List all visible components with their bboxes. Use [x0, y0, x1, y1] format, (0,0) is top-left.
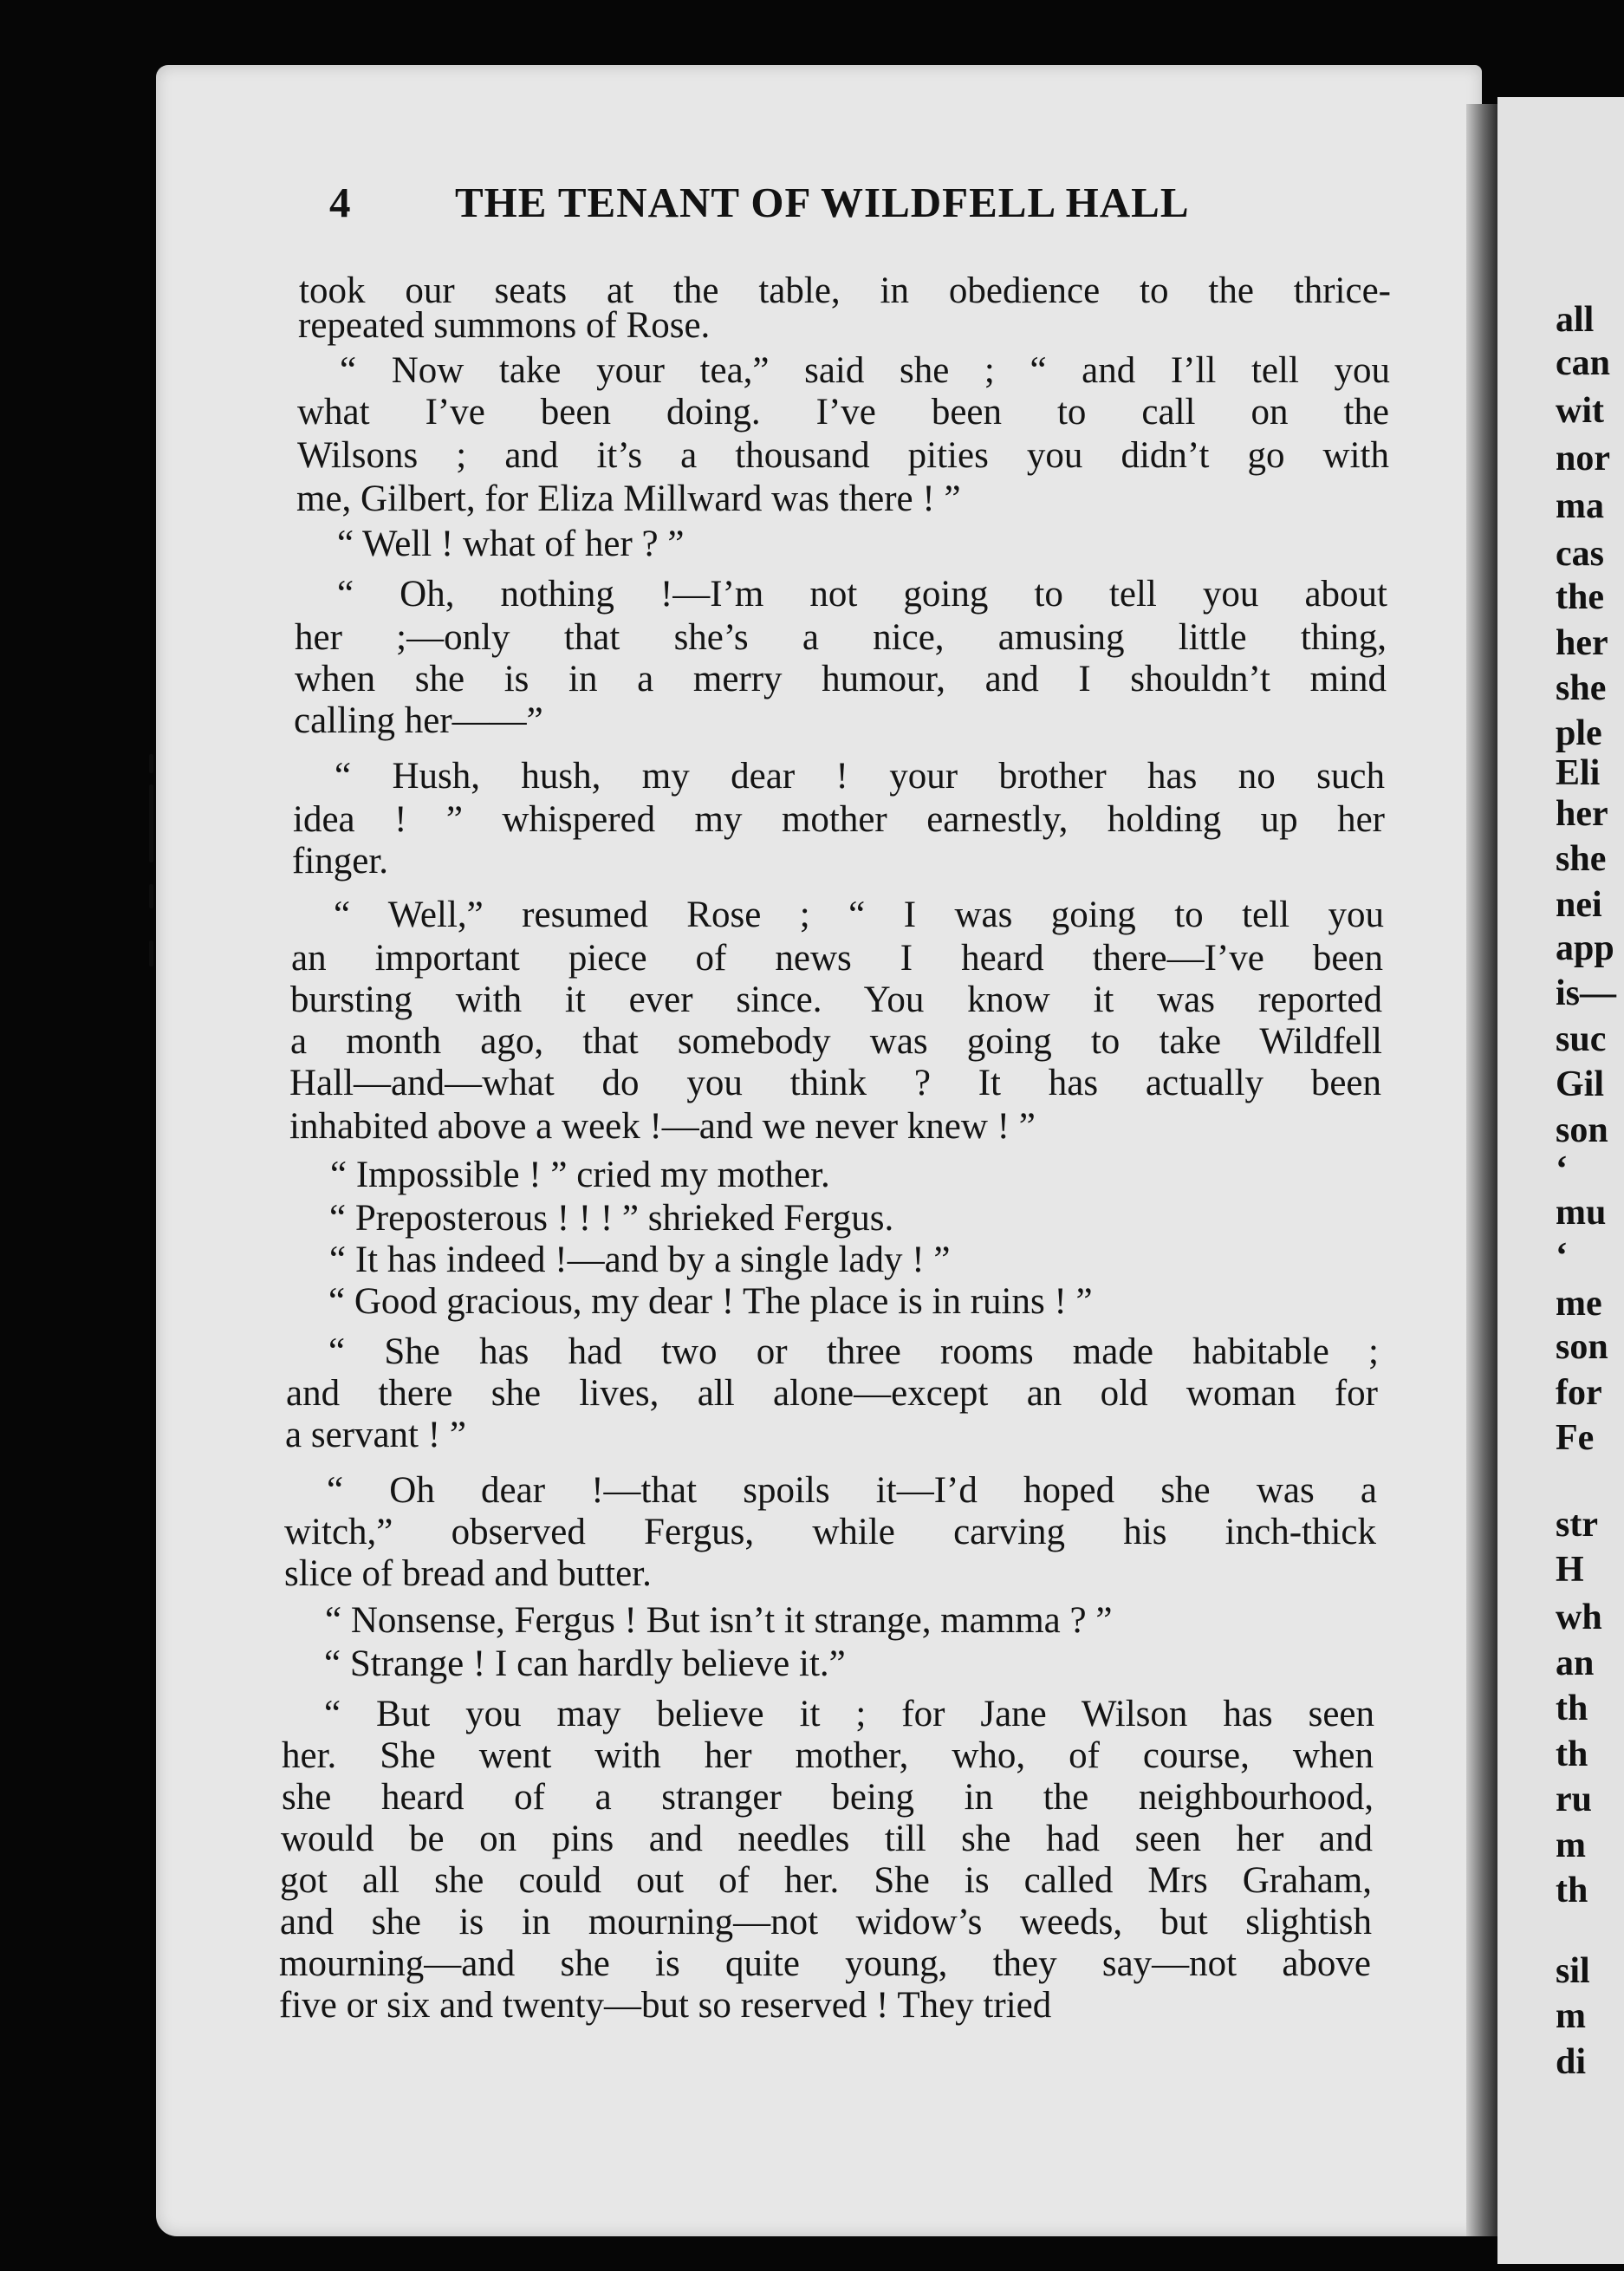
text-line: her ;—only that she’s a nice, amusing little thing,	[295, 617, 1387, 658]
right-page-fragment: cas	[1556, 534, 1604, 574]
text-line: she heard of a stranger being in the neighbourhood,	[282, 1777, 1374, 1818]
right-page-fragment: son	[1556, 1327, 1608, 1367]
scan-speck	[149, 884, 153, 908]
running-title: THE TENANT OF WILDFELL HALL	[455, 179, 1190, 226]
right-page-fragment: ‘	[1556, 1149, 1568, 1189]
right-page-fragment: str	[1556, 1505, 1598, 1545]
book-gutter	[1466, 104, 1497, 2236]
right-page-fragment: me	[1556, 1284, 1602, 1324]
text-line: five or six and twenty—but so reserved ! They tried	[279, 1985, 1052, 2026]
text-line: witch,” observed Fergus, while carving his inch-thick	[284, 1512, 1376, 1552]
right-page-fragment: th	[1556, 1871, 1588, 1910]
text-line: “ Strange ! I can hardly believe it.”	[324, 1643, 846, 1684]
right-page-fragment: an	[1556, 1643, 1595, 1683]
right-page-fragment: her	[1556, 794, 1608, 834]
scan-speck	[149, 754, 153, 773]
text-line: calling her——”	[294, 700, 543, 741]
text-line: finger.	[292, 841, 389, 882]
text-line: “ But you may believe it ; for Jane Wilson has seen	[324, 1694, 1374, 1734]
right-page-fragment: can	[1556, 343, 1610, 383]
text-line: an important piece of news I heard there—I’ve been	[291, 938, 1383, 979]
scan-speck	[149, 784, 153, 862]
text-line: slice of bread and butter.	[284, 1553, 652, 1594]
right-page-fragment: di	[1556, 2042, 1587, 2082]
right-page-fragment: nei	[1556, 885, 1602, 925]
text-line: would be on pins and needles till she had seen her and	[281, 1819, 1373, 1859]
right-page-fragment: wh	[1556, 1598, 1602, 1637]
text-line: “ Now take your tea,” said she ; “ and I’ll tell you	[340, 350, 1390, 391]
right-page-fragment: the	[1556, 577, 1604, 617]
text-line: me, Gilbert, for Eliza Millward was there ! ”	[296, 478, 961, 519]
page-header	[329, 178, 1283, 230]
right-page-fragment: m	[1556, 1996, 1586, 2036]
right-page-fragment: suc	[1556, 1019, 1607, 1059]
right-page-fragment: her	[1556, 623, 1608, 663]
right-page-fragment: nor	[1556, 439, 1610, 478]
right-page-fragment: Fe	[1556, 1418, 1595, 1458]
right-page-fragment: Gil	[1556, 1064, 1605, 1104]
right-page-fragment: son	[1556, 1110, 1608, 1150]
right-page-fragment: th	[1556, 1734, 1588, 1774]
text-line: “ It has indeed !—and by a single lady ! ”	[329, 1240, 951, 1280]
text-line: Hall—and—what do you think ? It has actually been	[289, 1063, 1381, 1103]
text-line: inhabited above a week !—and we never knew ! ”	[289, 1106, 1036, 1147]
right-page-fragment: sil	[1556, 1951, 1590, 1991]
text-line: “ She has had two or three rooms made habitable ;	[328, 1331, 1379, 1372]
text-line: bursting with it ever since. You know it was reported	[290, 979, 1382, 1020]
text-line: her. She went with her mother, who, of course, when	[282, 1735, 1374, 1776]
right-page-fragment: ma	[1556, 486, 1604, 526]
scan-speck	[149, 940, 153, 966]
text-line: mourning—and she is quite young, they say—not above	[279, 1943, 1371, 1984]
right-page-fragment: she	[1556, 839, 1607, 879]
text-line: a servant ! ”	[285, 1415, 466, 1455]
text-line: “ Good gracious, my dear ! The place is in ruins ! ”	[328, 1281, 1093, 1322]
text-line: Wilsons ; and it’s a thousand pities you didn’t go with	[297, 435, 1389, 476]
text-line: “ Well ! what of her ? ”	[337, 524, 685, 564]
text-line: repeated summons of Rose.	[298, 305, 711, 346]
text-line: “ Well,” resumed Rose ; “ I was going to tell you	[334, 895, 1384, 935]
text-line: “ Impossible ! ” cried my mother.	[330, 1155, 830, 1195]
right-page-fragment: mu	[1556, 1193, 1607, 1233]
text-line: got all she could out of her. She is called Mrs Graham,	[280, 1860, 1372, 1901]
text-line: and there she lives, all alone—except an old woman for	[286, 1373, 1378, 1414]
right-page-fragment: is—	[1556, 973, 1617, 1013]
right-page-fragment: ple	[1556, 713, 1602, 753]
right-page-fragment: th	[1556, 1689, 1588, 1728]
right-page-fragment: wit	[1556, 391, 1604, 431]
right-page-fragment: app	[1556, 928, 1614, 968]
text-line: and she is in mourning—not widow’s weeds, but slightish	[280, 1902, 1372, 1942]
text-line: “ Preposterous ! ! ! ” shrieked Fergus.	[329, 1198, 894, 1239]
right-page-fragment: m	[1556, 1825, 1586, 1865]
text-line: a month ago, that somebody was going to take Wildfell	[290, 1021, 1382, 1062]
right-page-fragment: H	[1556, 1550, 1584, 1590]
text-line: idea ! ” whispered my mother earnestly, holding up her	[293, 799, 1385, 840]
right-page-fragment: for	[1556, 1373, 1602, 1413]
right-page-fragment: ‘	[1556, 1236, 1568, 1276]
text-line: “ Nonsense, Fergus ! But isn’t it strange, mamma ? ”	[325, 1600, 1113, 1641]
right-page-fragment: Eli	[1556, 753, 1601, 793]
text-line: what I’ve been doing. I’ve been to call on the	[297, 392, 1389, 433]
right-page-fragment: she	[1556, 668, 1607, 708]
right-page-fragment: all	[1556, 300, 1595, 340]
text-line: took our seats at the table, in obedience to the thrice-	[299, 270, 1391, 311]
text-line: “ Oh dear !—that spoils it—I’d hoped she was a	[327, 1470, 1377, 1511]
text-line: “ Oh, nothing !—I’m not going to tell you about	[337, 574, 1387, 615]
page-number: 4	[329, 179, 352, 226]
right-page-fragment: ru	[1556, 1780, 1592, 1819]
text-line: “ Hush, hush, my dear ! your brother has no such	[335, 756, 1385, 797]
text-line: when she is in a merry humour, and I shouldn’t mind	[295, 659, 1387, 700]
